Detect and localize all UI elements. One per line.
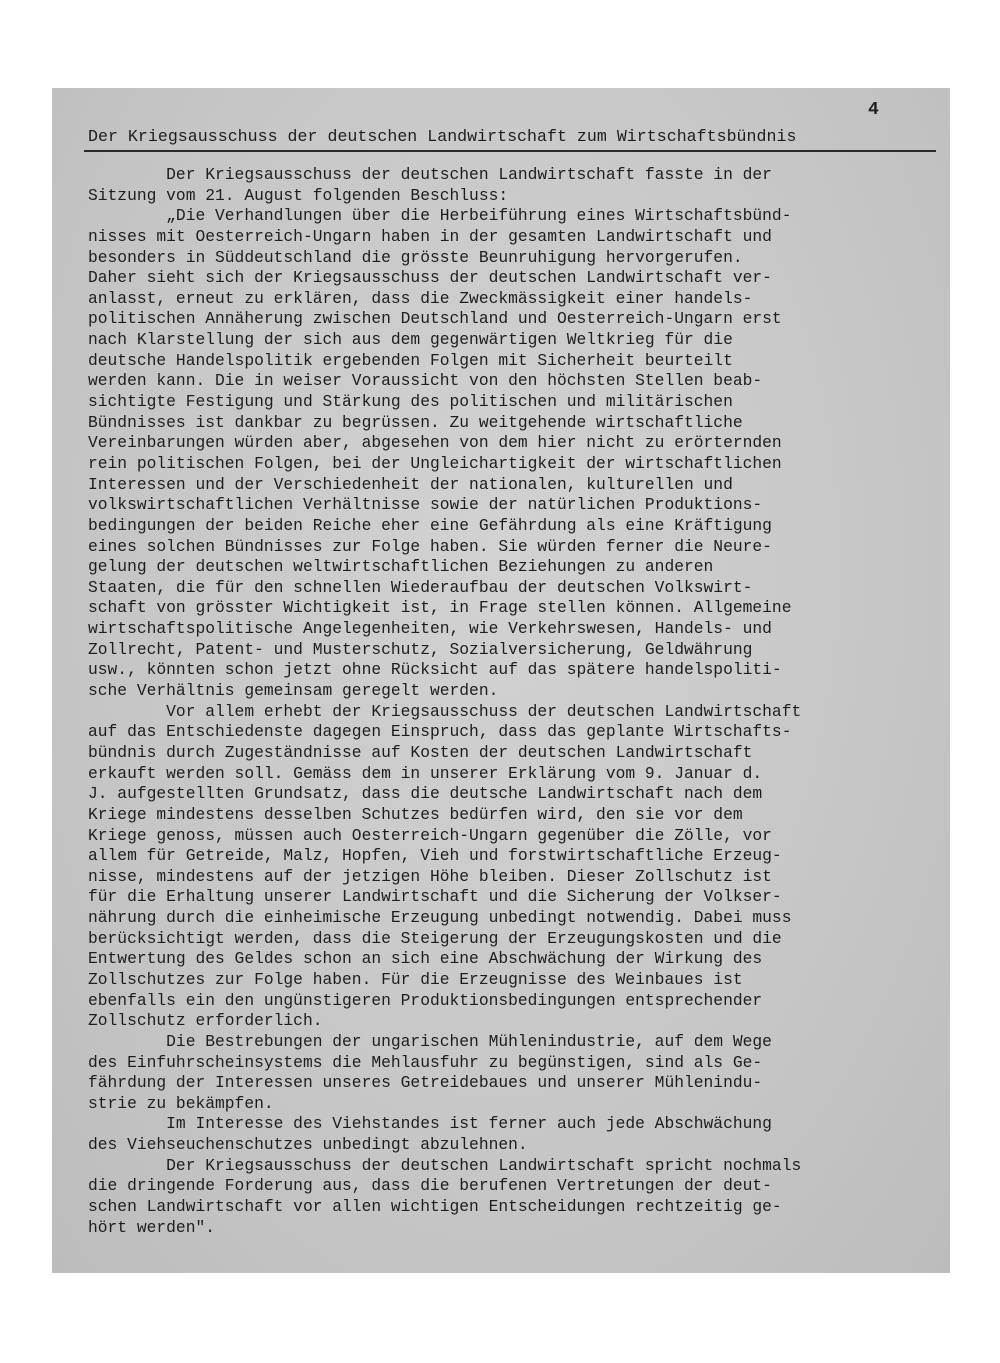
- text-line: Entwertung des Geldes schon an sich eine Abschwächung der Wirkung des: [88, 949, 763, 969]
- text-line: Daher sieht sich der Kriegsausschuss der deutschen Landwirtschaft ver-: [88, 268, 772, 288]
- text-line: fährdung der Interessen unseres Getreidebaues und unserer Mühlenindu-: [88, 1073, 763, 1093]
- text-line: Zollschutz erforderlich.: [88, 1011, 323, 1031]
- text-line: deutsche Handelspolitik ergebenden Folgen mit Sicherheit beurteilt: [88, 350, 733, 370]
- text-line: nisse, mindestens auf der jetzigen Höhe bleiben. Dieser Zollschutz ist: [88, 866, 772, 886]
- text-line: hört werden".: [88, 1217, 216, 1237]
- text-line: sichtigte Festigung und Stärkung des politischen und militärischen: [88, 392, 733, 412]
- text-line: werden kann. Die in weiser Voraussicht von den höchsten Stellen beab-: [88, 371, 763, 391]
- text-line: J. aufgestellten Grundsatz, dass die deutsche Landwirtschaft nach dem: [88, 784, 763, 804]
- text-line: Die Bestrebungen der ungarischen Mühlenindustrie, auf dem Wege: [88, 1031, 772, 1051]
- text-line: schaft von grösster Wichtigkeit ist, in Frage stellen können. Allgemeine: [88, 598, 792, 618]
- text-line: nach Klarstellung der sich aus dem gegenwärtigen Weltkrieg für die: [88, 330, 733, 350]
- text-line: Kriege mindestens desselben Schutzes bedürfen wird, den sie vor dem: [88, 804, 743, 824]
- text-line: bündnis durch Zugeständnisse auf Kosten der deutschen Landwirtschaft: [88, 742, 753, 762]
- text-line: bedingungen der beiden Reiche eher eine Gefährdung als eine Kräftigung: [88, 515, 772, 535]
- text-line: eines solchen Bündnisses zur Folge haben. Sie würden ferner die Neure-: [88, 536, 772, 556]
- text-line: schen Landwirtschaft vor allen wichtigen Entscheidungen rechtzeitig ge-: [88, 1197, 782, 1217]
- text-line: erkauft werden soll. Gemäss dem in unserer Erklärung vom 9. Januar d.: [88, 763, 763, 783]
- text-line: nährung durch die einheimische Erzeugung unbedingt notwendig. Dabei muss: [88, 908, 792, 928]
- text-line: für die Erhaltung unserer Landwirtschaft und die Sicherung der Volkser-: [88, 887, 782, 907]
- text-line: strie zu bekämpfen.: [88, 1093, 274, 1113]
- header-divider: [84, 150, 936, 152]
- page-title: Der Kriegsausschuss der deutschen Landwirtschaft zum Wirtschaftsbündnis: [88, 127, 797, 146]
- text-line: des Viehseuchenschutzes unbedingt abzulehnen.: [88, 1135, 528, 1155]
- text-line: nisses mit Oesterreich-Ungarn haben in der gesamten Landwirtschaft und: [88, 226, 772, 246]
- text-line: Kriege genoss, müssen auch Oesterreich-Ungarn gegenüber die Zölle, vor: [88, 825, 772, 845]
- text-line: auf das Entschiedenste dagegen Einspruch, dass das geplante Wirtschafts-: [88, 722, 792, 742]
- text-line: „Die Verhandlungen über die Herbeiführung eines Wirtschaftsbünd-: [88, 206, 792, 226]
- text-line: Der Kriegsausschuss der deutschen Landwirtschaft fasste in der: [88, 165, 772, 184]
- text-line: die dringende Forderung aus, dass die berufenen Vertretungen der deut-: [88, 1176, 772, 1196]
- text-line: volkswirtschaftlichen Verhältnisse sowie der natürlichen Produktions-: [88, 495, 763, 515]
- text-line: Im Interesse des Viehstandes ist ferner auch jede Abschwächung: [88, 1114, 772, 1134]
- text-line: berücksichtigt werden, dass die Steigerung der Erzeugungskosten und die: [88, 928, 782, 948]
- text-line: ebenfalls ein den ungünstigeren Produktionsbedingungen entsprechender: [88, 990, 763, 1010]
- text-line: Vereinbarungen würden aber, abgesehen von dem hier nicht zu erörternden: [88, 433, 782, 453]
- page-number: 4: [868, 100, 879, 120]
- text-line: Bündnisses ist dankbar zu begrüssen. Zu weitgehende wirtschaftliche: [88, 412, 743, 432]
- text-line: usw., könnten schon jetzt ohne Rücksicht auf das spätere handelspoliti-: [88, 660, 782, 680]
- text-line: Sitzung vom 21. August folgenden Beschluss:: [88, 185, 509, 205]
- text-line: anlasst, erneut zu erklären, dass die Zweckmässigkeit einer handels-: [88, 288, 753, 308]
- text-line: gelung der deutschen weltwirtschaftlichen Beziehungen zu anderen: [88, 557, 714, 577]
- text-line: Vor allem erhebt der Kriegsausschuss der deutschen Landwirtschaft: [88, 701, 802, 721]
- text-line: besonders in Süddeutschland die grösste Beunruhigung hervorgerufen.: [88, 247, 743, 267]
- text-line: des Einfuhrscheinsystems die Mehlausfuhr zu begünstigen, sind als Ge-: [88, 1052, 763, 1072]
- text-line: wirtschaftspolitische Angelegenheiten, wie Verkehrswesen, Handels- und: [88, 619, 772, 639]
- text-line: Interessen und der Verschiedenheit der nationalen, kulturellen und: [88, 474, 733, 494]
- text-line: Zollrecht, Patent- und Musterschutz, Sozialversicherung, Geldwährung: [88, 639, 753, 659]
- text-line: rein politischen Folgen, bei der Ungleichartigkeit der wirtschaftlichen: [88, 453, 782, 473]
- text-line: Staaten, die für den schnellen Wiederaufbau der deutschen Volkswirt-: [88, 577, 753, 597]
- document-body: [88, 165, 938, 1238]
- text-line: politischen Annäherung zwischen Deutschland und Oesterreich-Ungarn erst: [88, 309, 782, 329]
- text-line: Der Kriegsausschuss der deutschen Landwirtschaft spricht nochmals: [88, 1155, 802, 1175]
- text-line: sche Verhältnis gemeinsam geregelt werden.: [88, 681, 499, 701]
- text-line: allem für Getreide, Malz, Hopfen, Vieh und forstwirtschaftliche Erzeug-: [88, 846, 782, 866]
- text-line: Zollschutzes zur Folge haben. Für die Erzeugnisse des Weinbaues ist: [88, 969, 743, 989]
